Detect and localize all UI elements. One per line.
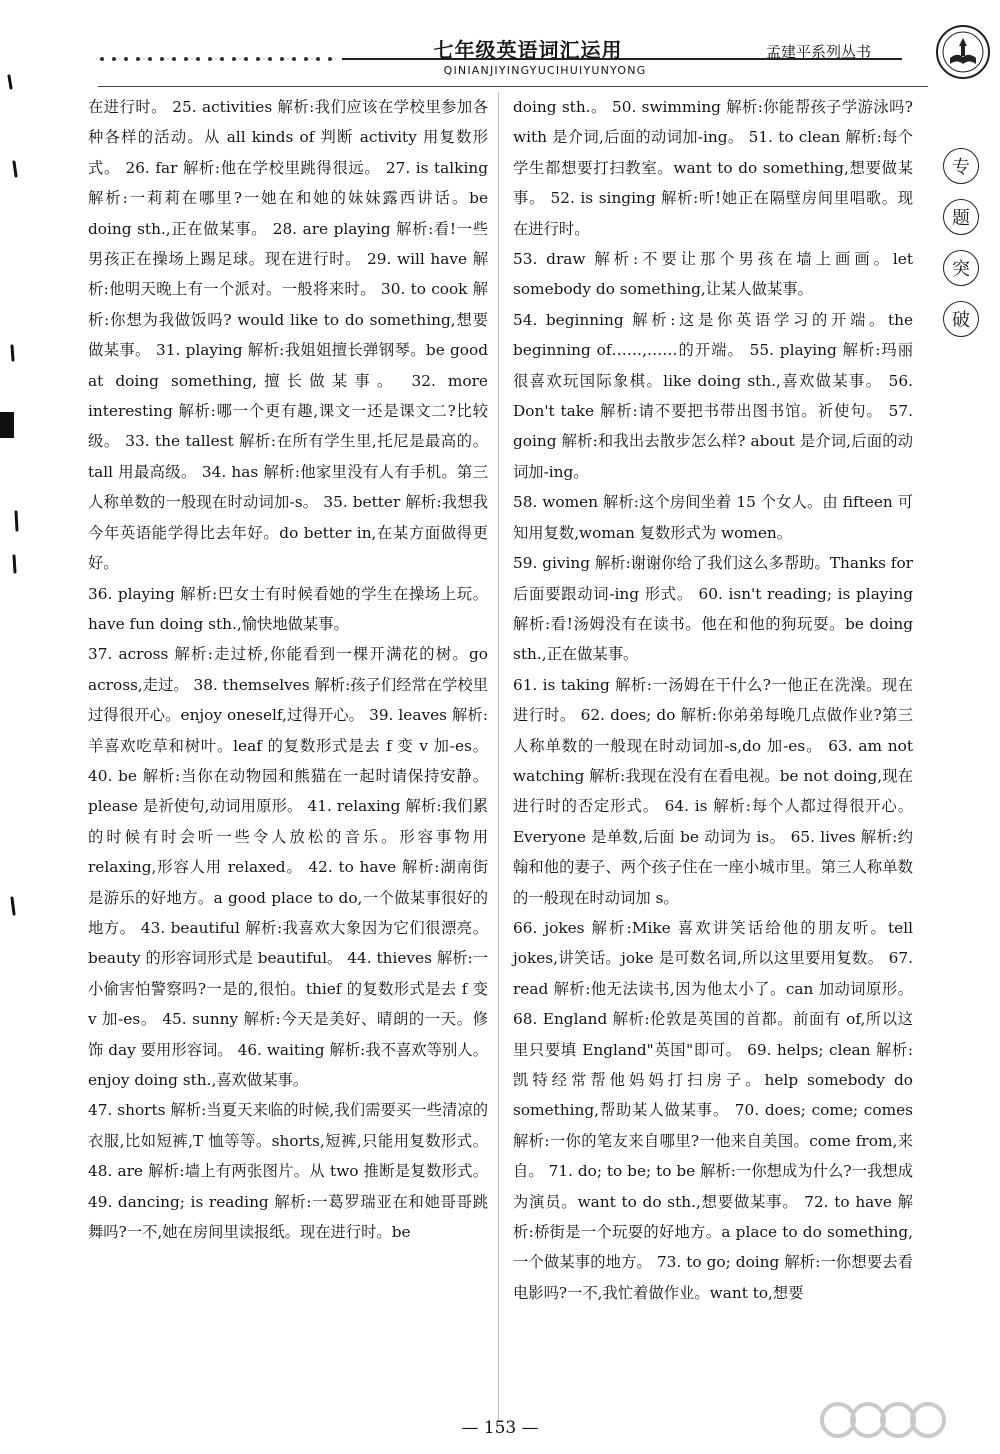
watermark-logo	[808, 1398, 958, 1454]
column-divider	[498, 92, 499, 1422]
answer-paragraph: 61. is taking 解析:一汤姆在干什么?一他正在洗澡。现在进行时。 62. does; do 解析:你弟弟每晚几点做作业?第三人称单数的一般现在时动词加-s,do 加-es。 63. am not watching 解析:我现在没有在看电视。be not doing,现在进行时的否定形式。 64. is 解析:每个人都过得很开心。Everyone 是单数,后面 be 动词为 is。 65. lives 解析:约翰和他的妻子、两个孩子住在一座小城市里。第三人称单数的一般现在时动词加 s。	[513, 675, 913, 907]
book-seal-logo	[935, 24, 991, 80]
side-tab-ti: 题	[943, 199, 979, 235]
header-thin-rule	[98, 86, 928, 87]
answer-column-left	[88, 92, 488, 1417]
answer-paragraph: 54. beginning 解析:这是你英语学习的开端。the beginning of……,……的开端。 55. playing 解析:玛丽很喜欢玩国际象棋。like doing sth.,喜欢做某事。 56. Don't take 解析:请不要把书带出图书馆。祈使句。 57. going 解析:和我出去散步怎么样? about 是介词,后面的动词加-ing。	[513, 310, 913, 481]
side-tab-zhuan: 专	[943, 148, 979, 184]
series-name: 孟建平系列丛书	[766, 43, 872, 61]
page-number: — 153 —	[461, 1418, 539, 1438]
answer-paragraph: 58. women 解析:这个房间坐着 15 个女人。由 fifteen 可知用复数,woman 复数形式为 women。	[513, 493, 913, 542]
answer-paragraph: 47. shorts 解析:当夏天来临的时候,我们需要买一些清凉的衣服,比如短裤,T 恤等等。shorts,短裤,只能用复数形式。 48. are 解析:墙上有两张图片。从 two 推断是复数形式。 49. dancing; is reading 解析:一葛罗瑞亚在和她哥哥跳舞吗?一不,她在房间里读报纸。现在进行时。be	[88, 1101, 488, 1242]
answer-paragraph: 59. giving 解析:谢谢你给了我们这么多帮助。Thanks for 后面要跟动词-ing 形式。 60. isn't reading; is playing 解析:看!汤姆没有在读书。他在和他的狗玩耍。be doing sth.,正在做某事。	[513, 554, 913, 664]
answer-column-right	[513, 92, 913, 1417]
answer-paragraph: 在进行时。 25. activities 解析:我们应该在学校里参加各种各样的活动。从 all kinds of 判断 activity 用复数形式。 26. far 解析:他在学校里跳得很远。 27. is talking 解析:一莉莉在哪里?一她在和她的妹妹露西讲话。be doing sth.,正在做某事。 28. are playing 解析:看!一些男孩正在操场上踢足球。现在进行时。 29. will have 解析:他明天晚上有一个派对。一般将来时。 30. to cook 解析:你想为我做饭吗? would like to do something,想要做某事。 31. playing 解析:我姐姐擅长弹钢琴。be good at doing something,擅长做某事。 32. more interesting 解析:哪一个更有趣,课文一还是课文二?比较级。 33. the tallest 解析:在所有学生里,托尼是最高的。tall 用最高级。 34. has 解析:他家里没有人有手机。第三人称单数的一般现在时动词加-s。 35. better 解析:我想我今年英语能学得比去年好。do better in,在某方面做得更好。	[88, 98, 488, 573]
side-tab-tu: 突	[943, 250, 979, 286]
binding-margin-marks	[0, 0, 30, 1454]
book-title: 七年级英语词汇运用	[433, 38, 623, 62]
side-tab-po: 破	[943, 301, 979, 337]
answer-paragraph: 36. playing 解析:巴女士有时候看她的学生在操场上玩。have fun doing sth.,愉快地做某事。	[88, 584, 488, 633]
answer-paragraph: 37. across 解析:走过桥,你能看到一棵开满花的树。go across,走过。 38. themselves 解析:孩子们经常在学校里过得很开心。enjoy oneself,过得开心。 39. leaves 解析:羊喜欢吃草和树叶。leaf 的复数形式是去 f 变 v 加-es。 40. be 解析:当你在动物园和熊猫在一起时请保持安静。please 是祈使句,动词用原形。 41. relaxing 解析:我们累的时候有时会听一些令人放松的音乐。形容事物用 relaxing,形容人用 relaxed。 42. to have 解析:湖南街是游乐的好地方。a good place to do,一个做某事很好的地方。 43. beautiful 解析:我喜欢大象因为它们很漂亮。beauty 的形容词形式是 beautiful。 44. thieves 解析:一小偷害怕警察吗?一是的,很怕。thief 的复数形式是去 f 变 v 加-es。 45. sunny 解析:今天是美好、晴朗的一天。修饰 day 要用形容词。 46. waiting 解析:我不喜欢等别人。enjoy doing sth.,喜欢做某事。	[88, 645, 488, 1089]
page-header	[0, 0, 1000, 90]
book-title-pinyin: QINIANJIYINGYUCIHUIYUNYONG	[443, 64, 647, 77]
answer-paragraph: 53. draw 解析:不要让那个男孩在墙上画画。let somebody do something,让某人做某事。	[513, 250, 913, 299]
answer-paragraph: 66. jokes 解析:Mike 喜欢讲笑话给他的朋友听。tell jokes,讲笑话。joke 是可数名词,所以这里要用复数。 67. read 解析:他无法读书,因为他太小了。can 加动词原形。 68. England 解析:伦敦是英国的首都。前面有 of,所以这里只要填 England"英国"即可。 69. helps; clean 解析:凯特经常帮他妈妈打扫房子。help somebody do something,帮助某人做某事。 70. does; come; comes 解析:一你的笔友来自哪里?一他来自美国。come from,来自。 71. do; to be; to be 解析:一你想成为什么?一我想成为演员。want to do sth.,想要做某事。 72. to have 解析:桥街是一个玩耍的好地方。a place to do something,一个做某事的地方。 73. to go; doing 解析:一你想要去看电影吗?一不,我忙着做作业。want to,想要	[513, 918, 913, 1302]
section-side-tabs	[936, 148, 986, 352]
dotted-ornament	[98, 54, 338, 64]
answer-paragraph: doing sth.。 50. swimming 解析:你能帮孩子学游泳吗? with 是介词,后面的动词加-ing。 51. to clean 解析:每个学生都想要打扫教室。want to do something,想要做某事。 52. is singing 解析:听!她正在隔壁房间里唱歌。现在进行时。	[513, 98, 913, 238]
